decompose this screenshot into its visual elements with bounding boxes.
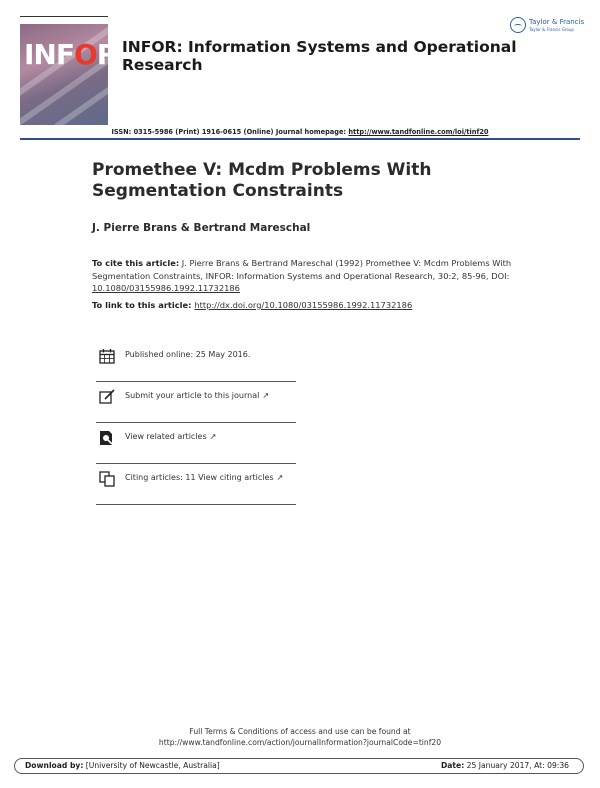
copy-documents-icon xyxy=(99,471,115,487)
publisher-logo[interactable] xyxy=(510,17,586,35)
citation-block xyxy=(92,257,512,295)
doi-link[interactable]: 10.1080/03155986.1992.11732186 xyxy=(92,283,240,293)
external-link-icon: ↗ xyxy=(262,391,270,400)
publisher-name: Taylor & Francis xyxy=(529,18,585,26)
cite-text: J. Pierre Brans & Bertrand Mareschal (1992) Promethee V: Mcdm Problems With Segmentation Constraints, INFOR: Information Systems and Operational Research, 30:2, 85-96, DOI: xyxy=(92,258,512,281)
cite-label: To cite this article: xyxy=(92,258,180,268)
publisher-logo-icon xyxy=(510,17,526,33)
terms-line: Full Terms & Conditions of access and use can be found at xyxy=(189,727,411,736)
external-link-icon: ↗ xyxy=(209,432,217,441)
article-url-link[interactable]: http://dx.doi.org/10.1080/03155986.1992.11732186 xyxy=(194,300,413,310)
download-info-bar xyxy=(14,758,584,774)
info-divider xyxy=(96,463,296,464)
article-title: Promethee V: Mcdm Problems With Segmentation Constraints xyxy=(92,160,432,201)
journal-homepage-link[interactable]: http://www.tandfonline.com/loi/tinf20 xyxy=(348,128,489,136)
download-date: Date: 25 January 2017, At: 09:36 xyxy=(441,761,569,770)
edit-icon xyxy=(99,389,115,405)
external-link-icon: ↗ xyxy=(276,473,284,482)
terms-url-link[interactable]: http://www.tandfonline.com/action/journalInformation?journalCode=tinf20 xyxy=(158,738,442,747)
info-divider xyxy=(96,381,296,382)
citing-articles-label[interactable]: Citing articles: 11 View citing articles ↗ xyxy=(125,473,284,482)
article-link-line xyxy=(92,300,412,310)
cover-logo: INFOR xyxy=(24,38,118,71)
article-authors: J. Pierre Brans & Bertrand Mareschal xyxy=(92,222,311,234)
related-articles-label[interactable]: View related articles ↗ xyxy=(125,432,217,441)
info-divider xyxy=(96,422,296,423)
top-rule xyxy=(20,16,108,17)
info-divider xyxy=(96,504,296,505)
submit-article-label[interactable]: Submit your article to this journal ↗ xyxy=(125,391,270,400)
download-by: Download by: [University of Newcastle, Australia] xyxy=(25,761,220,770)
link-label: To link to this article: xyxy=(92,300,195,310)
calendar-icon xyxy=(99,348,115,364)
issn-line xyxy=(0,128,600,136)
search-document-icon xyxy=(99,430,115,446)
published-online-label: Published online: 25 May 2016. xyxy=(125,350,251,359)
journal-title: INFOR: Information Systems and Operational Research xyxy=(122,38,517,74)
issn-text: ISSN: 0315-5986 (Print) 1916-0615 (Online) Journal homepage: xyxy=(111,128,349,136)
journal-cover[interactable] xyxy=(20,24,118,125)
publisher-sub: Taylor & Francis Group xyxy=(529,27,574,32)
header-rule xyxy=(20,138,580,140)
